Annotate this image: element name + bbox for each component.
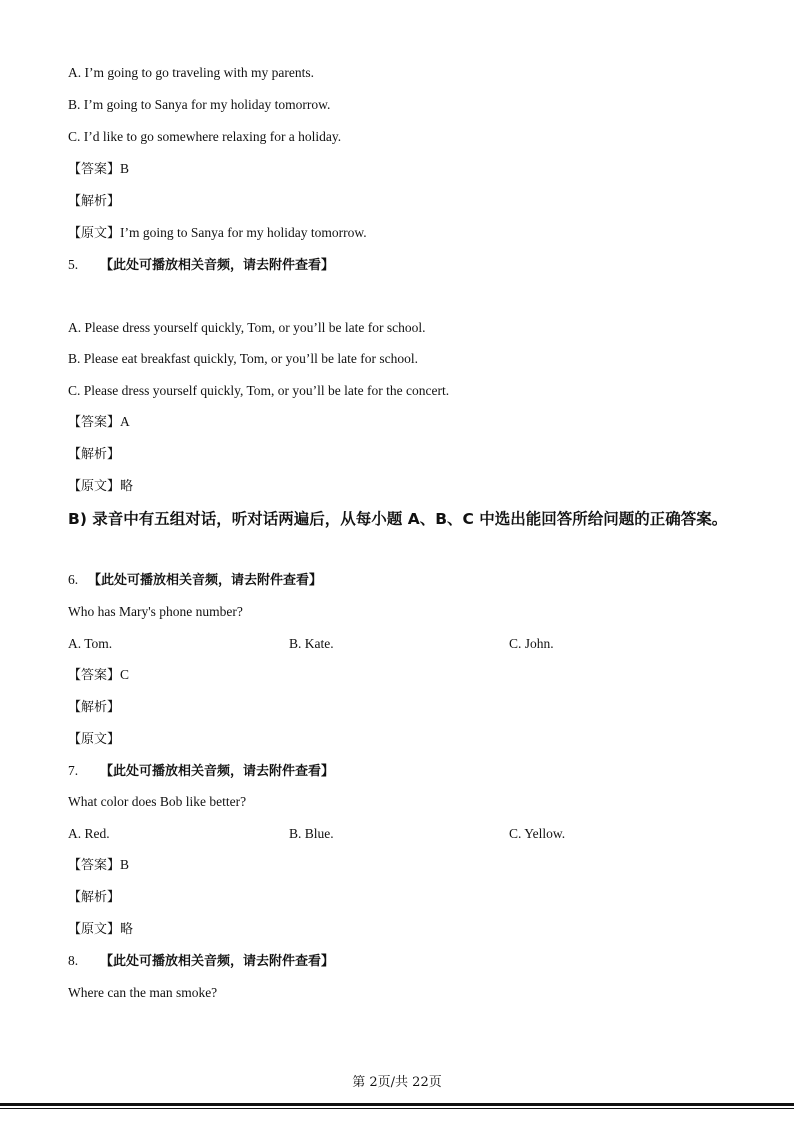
- q6-answer: [68, 666, 129, 685]
- q6-option-c: C. John.: [509, 636, 554, 651]
- audio-placeholder: 【此处可播放相关音频，请去附件查看】: [100, 954, 335, 969]
- source-label: 【原文】: [68, 226, 121, 241]
- source-label: 【原文】: [68, 732, 121, 747]
- q6-option-a: A. Tom.: [68, 636, 113, 651]
- answer-label: 【答案】: [68, 668, 121, 683]
- q4-option-c: C. I’d like to go somewhere relaxing for a holiday.: [68, 129, 342, 144]
- audio-placeholder: 【此处可播放相关音频，请去附件查看】: [100, 764, 335, 779]
- q7-source: [68, 920, 133, 939]
- q8-question: Where can the man smoke?: [68, 985, 218, 1000]
- answer-label: 【答案】: [68, 858, 121, 873]
- q7-option-a: A. Red.: [68, 826, 110, 841]
- analysis-label: 【解析】: [68, 447, 121, 462]
- page-footer: 第 2页/共 22页: [352, 1075, 442, 1090]
- q7-answer: [68, 856, 129, 875]
- analysis-label: 【解析】: [68, 890, 121, 905]
- q6-analysis: [68, 698, 120, 717]
- q5-option-b: B. Please eat breakfast quickly, Tom, or you’ll be late for school.: [68, 351, 418, 366]
- q5-analysis: [68, 445, 120, 464]
- q5-answer: [68, 413, 130, 432]
- answer-value: A: [120, 414, 130, 429]
- q6-source: [68, 730, 120, 749]
- q6-option-b: B. Kate.: [289, 636, 334, 651]
- section-b-instructions: B) 录音中有五组对话，听对话两遍后，从每小题 A、B、C 中选出能回答所给问题的正确答案。: [68, 510, 728, 528]
- q5-option-c: C. Please dress yourself quickly, Tom, or you’ll be late for the concert.: [68, 383, 450, 398]
- q4-option-b: B. I’m going to Sanya for my holiday tomorrow.: [68, 97, 331, 112]
- q4-source: [68, 224, 367, 243]
- footer-divider-thin: [0, 1108, 794, 1109]
- q7-analysis: [68, 888, 120, 907]
- q4-analysis: [68, 192, 120, 211]
- source-label: 【原文】: [68, 479, 121, 494]
- answer-label: 【答案】: [68, 415, 121, 430]
- q4-answer: [68, 160, 129, 179]
- question-number: 8.: [68, 953, 79, 968]
- answer-label: 【答案】: [68, 162, 121, 177]
- q5-option-a: A. Please dress yourself quickly, Tom, or you’ll be late for school.: [68, 320, 426, 335]
- q6-header: [68, 571, 322, 590]
- q5-header: [68, 256, 334, 275]
- q8-header: [68, 952, 334, 971]
- analysis-label: 【解析】: [68, 700, 121, 715]
- q6-question: Who has Mary's phone number?: [68, 604, 243, 619]
- source-text: 略: [120, 922, 134, 937]
- question-number: 7.: [68, 763, 79, 778]
- question-number: 5.: [68, 257, 79, 272]
- footer-divider: [0, 1103, 794, 1106]
- audio-placeholder: 【此处可播放相关音频，请去附件查看】: [100, 258, 335, 273]
- answer-value: B: [120, 161, 130, 176]
- q7-header: [68, 762, 334, 781]
- q7-option-b: B. Blue.: [289, 826, 334, 841]
- q4-option-a: A. I’m going to go traveling with my parents.: [68, 65, 314, 80]
- q7-option-c: C. Yellow.: [509, 826, 566, 841]
- audio-placeholder: 【此处可播放相关音频，请去附件查看】: [88, 573, 323, 588]
- answer-value: B: [120, 857, 130, 872]
- answer-value: C: [120, 667, 130, 682]
- q7-question: What color does Bob like better?: [68, 794, 247, 809]
- source-label: 【原文】: [68, 922, 121, 937]
- source-text: I’m going to Sanya for my holiday tomorrow.: [120, 225, 367, 240]
- q5-source: [68, 477, 133, 496]
- source-text: 略: [120, 479, 134, 494]
- analysis-label: 【解析】: [68, 194, 121, 209]
- question-number: 6.: [68, 572, 79, 587]
